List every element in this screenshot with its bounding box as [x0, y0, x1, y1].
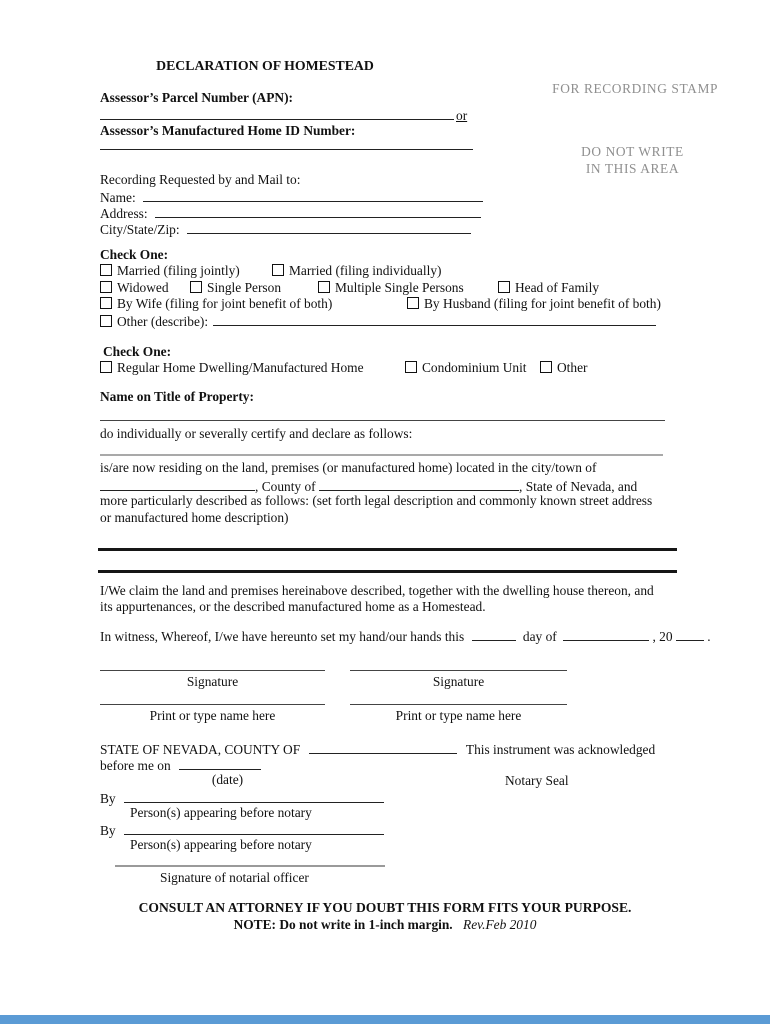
apn-label: Assessor’s Parcel Number (APN):: [100, 90, 293, 105]
state-nevada-text: , State of Nevada, and: [519, 479, 638, 494]
check-one-heading-1: Check One:: [100, 247, 169, 262]
name-field[interactable]: [143, 188, 483, 202]
declarants-field[interactable]: [100, 454, 663, 456]
name-on-title-field[interactable]: [100, 420, 665, 421]
notarial-officer-field[interactable]: [115, 865, 385, 867]
before-me-text: before me on: [100, 758, 171, 773]
city-state-zip-label: City/State/Zip:: [100, 222, 180, 237]
period-text: .: [707, 629, 711, 644]
check-one-heading-2: Check One:: [103, 344, 172, 359]
claim-text-line2: its appurtenances, or the described manufactured home as a Homestead.: [100, 599, 486, 614]
print-name-label-left: Print or type name here: [149, 708, 276, 723]
checkbox-label: Married (filing jointly): [117, 263, 240, 278]
day-field[interactable]: [472, 627, 516, 641]
person-caption-1: Person(s) appearing before notary: [130, 805, 312, 820]
signature-field-left[interactable]: [100, 670, 325, 671]
more-particularly-text: more particularly described as follows: (set forth legal description and commonly known street address: [100, 493, 653, 508]
revision-text: Rev.Feb 2010: [463, 917, 537, 932]
checkbox-label: Regular Home Dwelling/Manufactured Home: [117, 360, 364, 375]
checkbox-label: By Husband (filing for joint benefit of both): [424, 296, 661, 311]
print-name-field-right[interactable]: [350, 704, 567, 705]
name-on-title-label: Name on Title of Property:: [100, 389, 254, 404]
notary-seal-label: Notary Seal: [505, 773, 569, 788]
checkbox-multiple-single-persons[interactable]: [318, 281, 330, 293]
consult-attorney-text: CONSULT AN ATTORNEY IF YOU DOUBT THIS FORM FITS YOUR PURPOSE.: [138, 900, 632, 915]
year-prefix-text: , 20: [652, 629, 673, 644]
checkbox-label: Other (describe):: [117, 314, 209, 329]
state-county-text: STATE OF NEVADA, COUNTY OF: [100, 742, 301, 757]
apn-field[interactable]: [100, 106, 454, 120]
print-name-label-right: Print or type name here: [395, 708, 522, 723]
county-of-text: , County of: [255, 479, 316, 494]
checkbox-label: Multiple Single Persons: [335, 280, 464, 295]
county-field[interactable]: [319, 477, 519, 491]
day-of-text: day of: [522, 629, 557, 644]
print-name-field-left[interactable]: [100, 704, 325, 705]
checkbox-other-dwelling[interactable]: [540, 361, 552, 373]
mh-id-label: Assessor’s Manufactured Home ID Number:: [100, 123, 356, 138]
county-notary-field[interactable]: [309, 740, 457, 754]
do-not-write-line1: DO NOT WRITE: [581, 144, 684, 159]
name-label: Name:: [100, 190, 136, 205]
margin-note-text: NOTE: Do not write in 1-inch margin.: [233, 917, 453, 932]
city-town-field[interactable]: [100, 477, 255, 491]
or-text: or: [456, 108, 468, 123]
mh-id-field[interactable]: [100, 136, 473, 150]
witness-text: In witness, Whereof, I/we have hereunto set my hand/our hands this: [100, 629, 465, 644]
date-caption: (date): [211, 772, 244, 787]
person-caption-2: Person(s) appearing before notary: [130, 837, 312, 852]
checkbox-by-husband[interactable]: [407, 297, 419, 309]
checkbox-married-jointly[interactable]: [100, 264, 112, 276]
more-particularly-text-2: or manufactured home description): [100, 510, 289, 525]
checkbox-regular-home[interactable]: [100, 361, 112, 373]
month-field[interactable]: [563, 627, 649, 641]
page-bottom-bar: [0, 1015, 770, 1024]
claim-text-line1: I/We claim the land and premises hereinabove described, together with the dwelling house thereon, and: [100, 583, 654, 598]
year-field[interactable]: [676, 627, 704, 641]
by-label-2: By: [100, 823, 116, 838]
acknowledged-text: This instrument was acknowledged: [465, 742, 656, 757]
signature-field-right[interactable]: [350, 670, 567, 671]
checkbox-single-person[interactable]: [190, 281, 202, 293]
checkbox-head-of-family[interactable]: [498, 281, 510, 293]
residing-text: is/are now residing on the land, premises (or manufactured home) located in the city/town of: [100, 460, 597, 475]
page-title: DECLARATION OF HOMESTEAD: [156, 58, 374, 73]
checkbox-married-individually[interactable]: [272, 264, 284, 276]
checkbox-label: Single Person: [207, 280, 282, 295]
checkbox-label: Widowed: [117, 280, 169, 295]
person-field-1[interactable]: [124, 789, 384, 803]
address-label: Address:: [100, 206, 148, 221]
signature-label-right: Signature: [432, 674, 485, 689]
legal-description-field-2[interactable]: [98, 570, 677, 573]
checkbox-widowed[interactable]: [100, 281, 112, 293]
checkbox-condominium-unit[interactable]: [405, 361, 417, 373]
legal-description-field-1[interactable]: [98, 548, 677, 551]
by-label-1: By: [100, 791, 116, 806]
signature-label-left: Signature: [186, 674, 239, 689]
recording-stamp-label: FOR RECORDING STAMP: [552, 81, 718, 96]
checkbox-other[interactable]: [100, 315, 112, 327]
checkbox-label: Head of Family: [515, 280, 600, 295]
checkbox-by-wife[interactable]: [100, 297, 112, 309]
address-field[interactable]: [155, 204, 481, 218]
person-field-2[interactable]: [124, 821, 384, 835]
other-describe-field[interactable]: [213, 312, 656, 326]
checkbox-label: Condominium Unit: [422, 360, 527, 375]
mailto-heading: Recording Requested by and Mail to:: [100, 172, 301, 187]
certify-text: do individually or severally certify and declare as follows:: [100, 426, 413, 441]
notary-date-field[interactable]: [179, 756, 261, 770]
do-not-write-line2: IN THIS AREA: [585, 161, 680, 176]
checkbox-label: Other: [557, 360, 588, 375]
checkbox-label: Married (filing individually): [289, 263, 442, 278]
notarial-officer-caption: Signature of notarial officer: [160, 870, 309, 885]
city-state-zip-field[interactable]: [187, 220, 471, 234]
checkbox-label: By Wife (filing for joint benefit of both): [117, 296, 333, 311]
